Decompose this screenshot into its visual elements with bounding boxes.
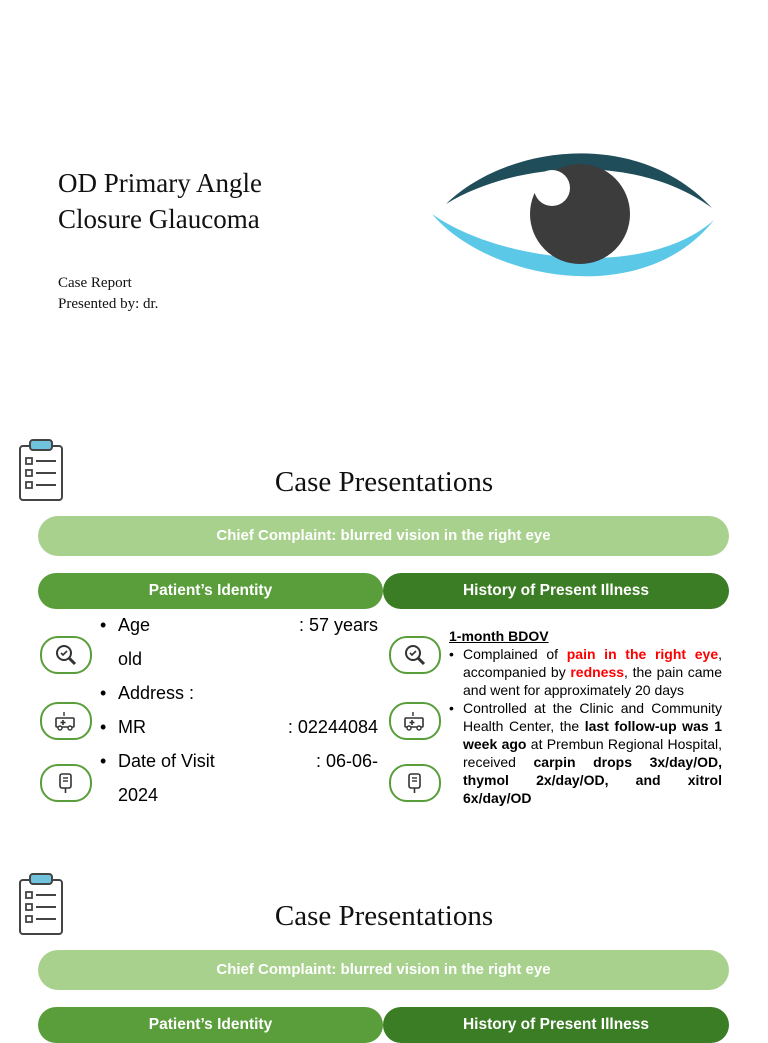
chief-complaint-banner: Chief Complaint: blurred vision in the right eye xyxy=(38,950,729,990)
ambulance-icon xyxy=(403,709,427,733)
mr-label: MR xyxy=(118,717,146,737)
identity-visit-row: • Date of Visit : 06-06- xyxy=(100,744,378,778)
patient-identity-header: Patient’s Identity xyxy=(38,1007,383,1043)
history-header: History of Present Illness xyxy=(383,1007,729,1043)
magnifier-icon xyxy=(403,643,427,667)
patient-identity-list xyxy=(100,608,378,812)
visit-value: : 06-06- xyxy=(315,751,378,771)
ambulance-icon-badge xyxy=(40,702,92,740)
age-value: : 57 years xyxy=(298,615,378,635)
mr-value: : 02244084 xyxy=(287,717,378,737)
age-label: Age xyxy=(118,615,151,635)
identity-visit-cont xyxy=(100,778,378,812)
visit-value-cont: 2024 xyxy=(118,785,159,805)
iv-bag-icon xyxy=(403,771,427,795)
subtitle-block xyxy=(58,273,158,315)
identity-address-row: • Address : xyxy=(100,676,378,710)
highlight-pain: pain in the right eye xyxy=(566,646,719,662)
iv-bag-icon xyxy=(54,771,78,795)
subtitle-case-report: Case Report xyxy=(58,275,132,291)
highlight-redness: redness xyxy=(570,664,625,680)
highlight-follow-up: last follow-up was 1 week ago xyxy=(463,718,722,752)
iv-bag-icon-badge-right xyxy=(389,764,441,802)
magnifier-icon-badge xyxy=(40,636,92,674)
history-heading: 1-month BDOV xyxy=(449,628,549,644)
iv-bag-icon-badge xyxy=(40,764,92,802)
title-line-1: OD Primary Angle xyxy=(58,168,262,198)
address-label: Address : xyxy=(118,683,195,703)
ambulance-icon xyxy=(54,709,78,733)
case-presentation-slide xyxy=(0,436,768,836)
identity-mr-row: • MR : 02244084 xyxy=(100,710,378,744)
title-line-2: Closure Glaucoma xyxy=(58,204,260,234)
history-present-illness xyxy=(449,627,722,807)
magnifier-icon xyxy=(54,643,78,667)
chief-complaint-banner: Chief Complaint: blurred vision in the right eye xyxy=(38,516,729,556)
history-header: History of Present Illness xyxy=(383,573,729,609)
history-item-2: • Controlled at the Clinic and Community Health Center, the last follow-up was 1 week ago at Prembun Regional Hospital, received carpin drops 3x/day/OD, thymol 2x/day/OD, and xitrol 6x/day/OD xyxy=(449,699,722,807)
slide-title-main xyxy=(58,165,262,237)
identity-age-cont xyxy=(100,642,378,676)
patient-identity-header: Patient’s Identity xyxy=(38,573,383,609)
identity-age-row: • Age : 57 years xyxy=(100,608,378,642)
section-title: Case Presentations xyxy=(274,900,494,932)
history-list xyxy=(449,645,722,807)
case-presentation-slide-2 xyxy=(0,870,768,1033)
ambulance-icon-badge-right xyxy=(389,702,441,740)
highlight-medications: carpin drops 3x/day/OD, thymol 2x/day/OD, and xitrol 6x/day/OD xyxy=(463,754,722,806)
section-title: Case Presentations xyxy=(274,466,494,498)
visit-label: Date of Visit xyxy=(118,751,215,771)
eye-logo xyxy=(428,130,718,295)
subtitle-presenter: Presented by: dr. xyxy=(58,296,159,312)
magnifier-icon-badge-right xyxy=(389,636,441,674)
history-item-1: • Complained of pain in the right eye, accompanied by redness, the pain came and went for approximately 20 days xyxy=(449,645,722,699)
age-value-cont: old xyxy=(118,649,143,669)
